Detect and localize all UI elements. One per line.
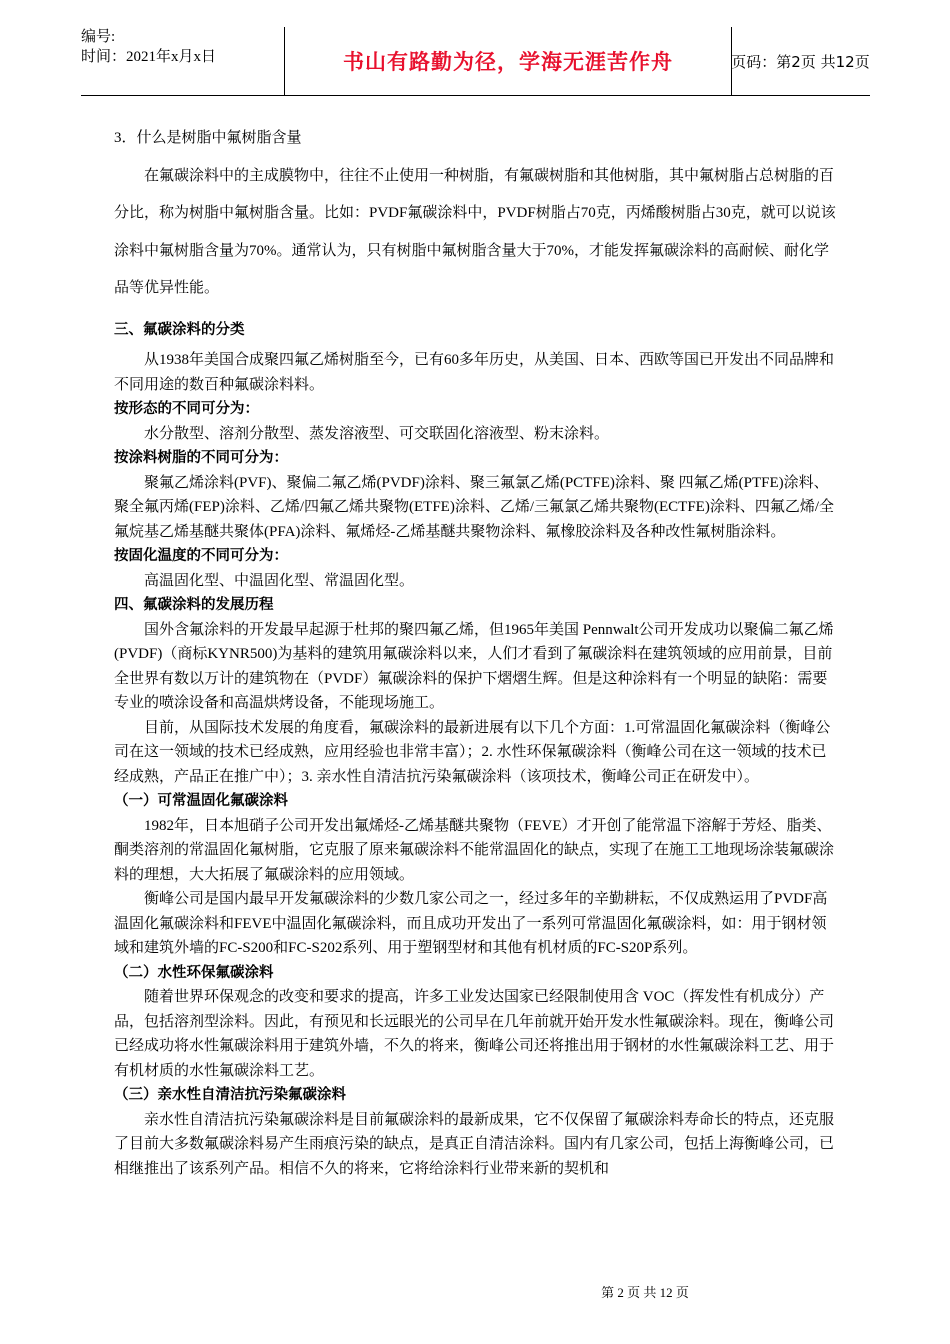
history-paragraph-2: 目前，从国际技术发展的角度看，氟碳涂料的最新进展有以下几个方面：1.可常温固化氟碳涂料（衡峰公司在这一领域的技术已经成熟，应用经验也非常丰富）；2. 水性环保氟碳涂料（衡峰公司在这一领域的技术已经成熟，产品正在推广中）；3. 亲水性自清洁抗污染氟碳涂料（该项技术，衡峰公司正在研发中）。 xyxy=(114,719,831,785)
by-temp-heading: 按固化温度的不同可分为： xyxy=(114,548,288,564)
by-temp-text: 高温固化型、中温固化型、常温固化型。 xyxy=(144,572,415,589)
header-divider xyxy=(81,95,870,96)
page-header xyxy=(81,27,870,95)
history-heading: 四、氟碳涂料的发展历程 xyxy=(114,597,274,613)
footer-page-number: 第 2 页 共 12 页 xyxy=(601,1285,689,1300)
section-3-paragraph: 在氟碳涂料中的主成膜物中，往往不止使用一种树脂，有氟碳树脂和其他树脂，其中氟树脂占总树脂的百分比，称为树脂中氟树脂含量。比如：PVDF氟碳涂料中，PVDF树脂占70克，丙烯酸树脂占30克，就可以说该涂料中氟树脂含量为70%。通常认为，只有树脂中氟树脂含量大于70%，才能发挥氟碳涂料的高耐候、耐化学品等优异性能。 xyxy=(114,167,836,296)
subsection-1-paragraph-2: 衡峰公司是国内最早开发氟碳涂料的少数几家公司之一，经过多年的辛勤耕耘，不仅成熟运用了PVDF高温固化氟碳涂料和FEVE中温固化氟碳涂料，而且成功开发出了一系列可常温固化氟碳涂料，如：用于钢材领域和建筑外墙的FC-S200和FC-S202系列、用于塑钢型材和其他有机材质的FC-S20P系列。 xyxy=(114,891,828,956)
header-meta xyxy=(81,27,284,95)
subsection-1-heading: （一）可常温固化氟碳涂料 xyxy=(114,793,288,809)
document-date: 时间：2021年x月x日 xyxy=(81,49,217,65)
by-form-heading: 按形态的不同可分为： xyxy=(114,401,259,417)
header-motto: 书山有路勤为径，学海无涯苦作舟 xyxy=(284,27,732,95)
subsection-2-heading: （二）水性环保氟碳涂料 xyxy=(114,964,274,981)
section-3-title: 3．什么是树脂中氟树脂含量 xyxy=(114,130,302,146)
by-resin-text: 聚氟乙烯涂料(PVF)、聚偏二氟乙烯(PVDF)涂料、聚三氟氯乙烯(PCTFE)涂料、聚 四氟乙烯(PTFE)涂料、聚全氟丙烯(FEP)涂料、乙烯/四氟乙烯共聚物(ETFE)涂料、乙烯/三氟氯乙烯共聚物(ECTFE)涂料、四氟乙烯/全氟烷基乙烯基醚共聚体(PFA)涂料、氟烯烃-乙烯基醚共聚物涂料、氟橡胶涂料及各种改性氟树脂涂料。 xyxy=(114,474,834,540)
subsection-1-paragraph-1: 1982年，日本旭硝子公司开发出氟烯烃-乙烯基醚共聚物（FEVE）才开创了能常温下溶解于芳烃、脂类、酮类溶剂的常温固化氟树脂，它克服了原来氟碳涂料不能常温固化的缺点，实现了在施工工地现场涂装氟碳涂料的理想，大大拓展了氟碳涂料的应用领域。 xyxy=(114,817,835,883)
classification-intro: 从1938年美国合成聚四氟乙烯树脂至今，已有60多年历史，从美国、日本、西欧等国已开发出不同品牌和不同用途的数百种氟碳涂料料。 xyxy=(114,352,835,393)
subsection-2-paragraph: 随着世界环保观念的改变和要求的提高，许多工业发达国家已经限制使用含 VOC（挥发性有机成分）产品，包括溶剂型涂料。因此，有预见和长远眼光的公司早在几年前就开始开发水性氟碳涂料。现在，衡峰公司已经成功将水性氟碳涂料用于建筑外墙，不久的将来，衡峰公司还将推出用于钢材的水性氟碳涂料工艺、用于有机材质的水性氟碳涂料工艺。 xyxy=(114,989,835,1079)
document-body xyxy=(114,120,838,1181)
subsection-3-heading: （三）亲水性自清洁抗污染氟碳涂料 xyxy=(114,1087,346,1103)
by-resin-heading: 按涂料树脂的不同可分为： xyxy=(114,450,288,466)
classification-heading: 三、氟碳涂料的分类 xyxy=(114,321,245,338)
history-paragraph-1: 国外含氟涂料的开发最早起源于杜邦的聚四氟乙烯，但1965年美国 Pennwalt公司开发成功以聚偏二氟乙烯(PVDF)（商标KYNR500)为基料的建筑用氟碳涂料以来，人们才看到了氟碳涂料在建筑领域的应用前景，目前全世界有数以万计的建筑物在（PVDF）氟碳涂料的保护下熠熠生辉。但是这种涂料有一个明显的缺陷：需要专业的喷涂设备和高温烘烤设备，不能现场施工。 xyxy=(114,621,834,711)
header-page-info: 页码：第2页 共12页 xyxy=(731,52,870,71)
by-form-text: 水分散型、溶剂分散型、蒸发溶液型、可交联固化溶液型、粉末涂料。 xyxy=(144,425,610,442)
subsection-3-paragraph: 亲水性自清洁抗污染氟碳涂料是目前氟碳涂料的最新成果，它不仅保留了氟碳涂料寿命长的特点，还克服了目前大多数氟碳涂料易产生雨痕污染的缺点，是真正自清洁涂料。国内有几家公司，包括上海衡峰公司，已相继推出了该系列产品。相信不久的将来，它将给涂料行业带来新的契机和 xyxy=(114,1111,835,1177)
page-footer xyxy=(0,1282,950,1301)
document-number-label: 编号: xyxy=(81,29,116,45)
